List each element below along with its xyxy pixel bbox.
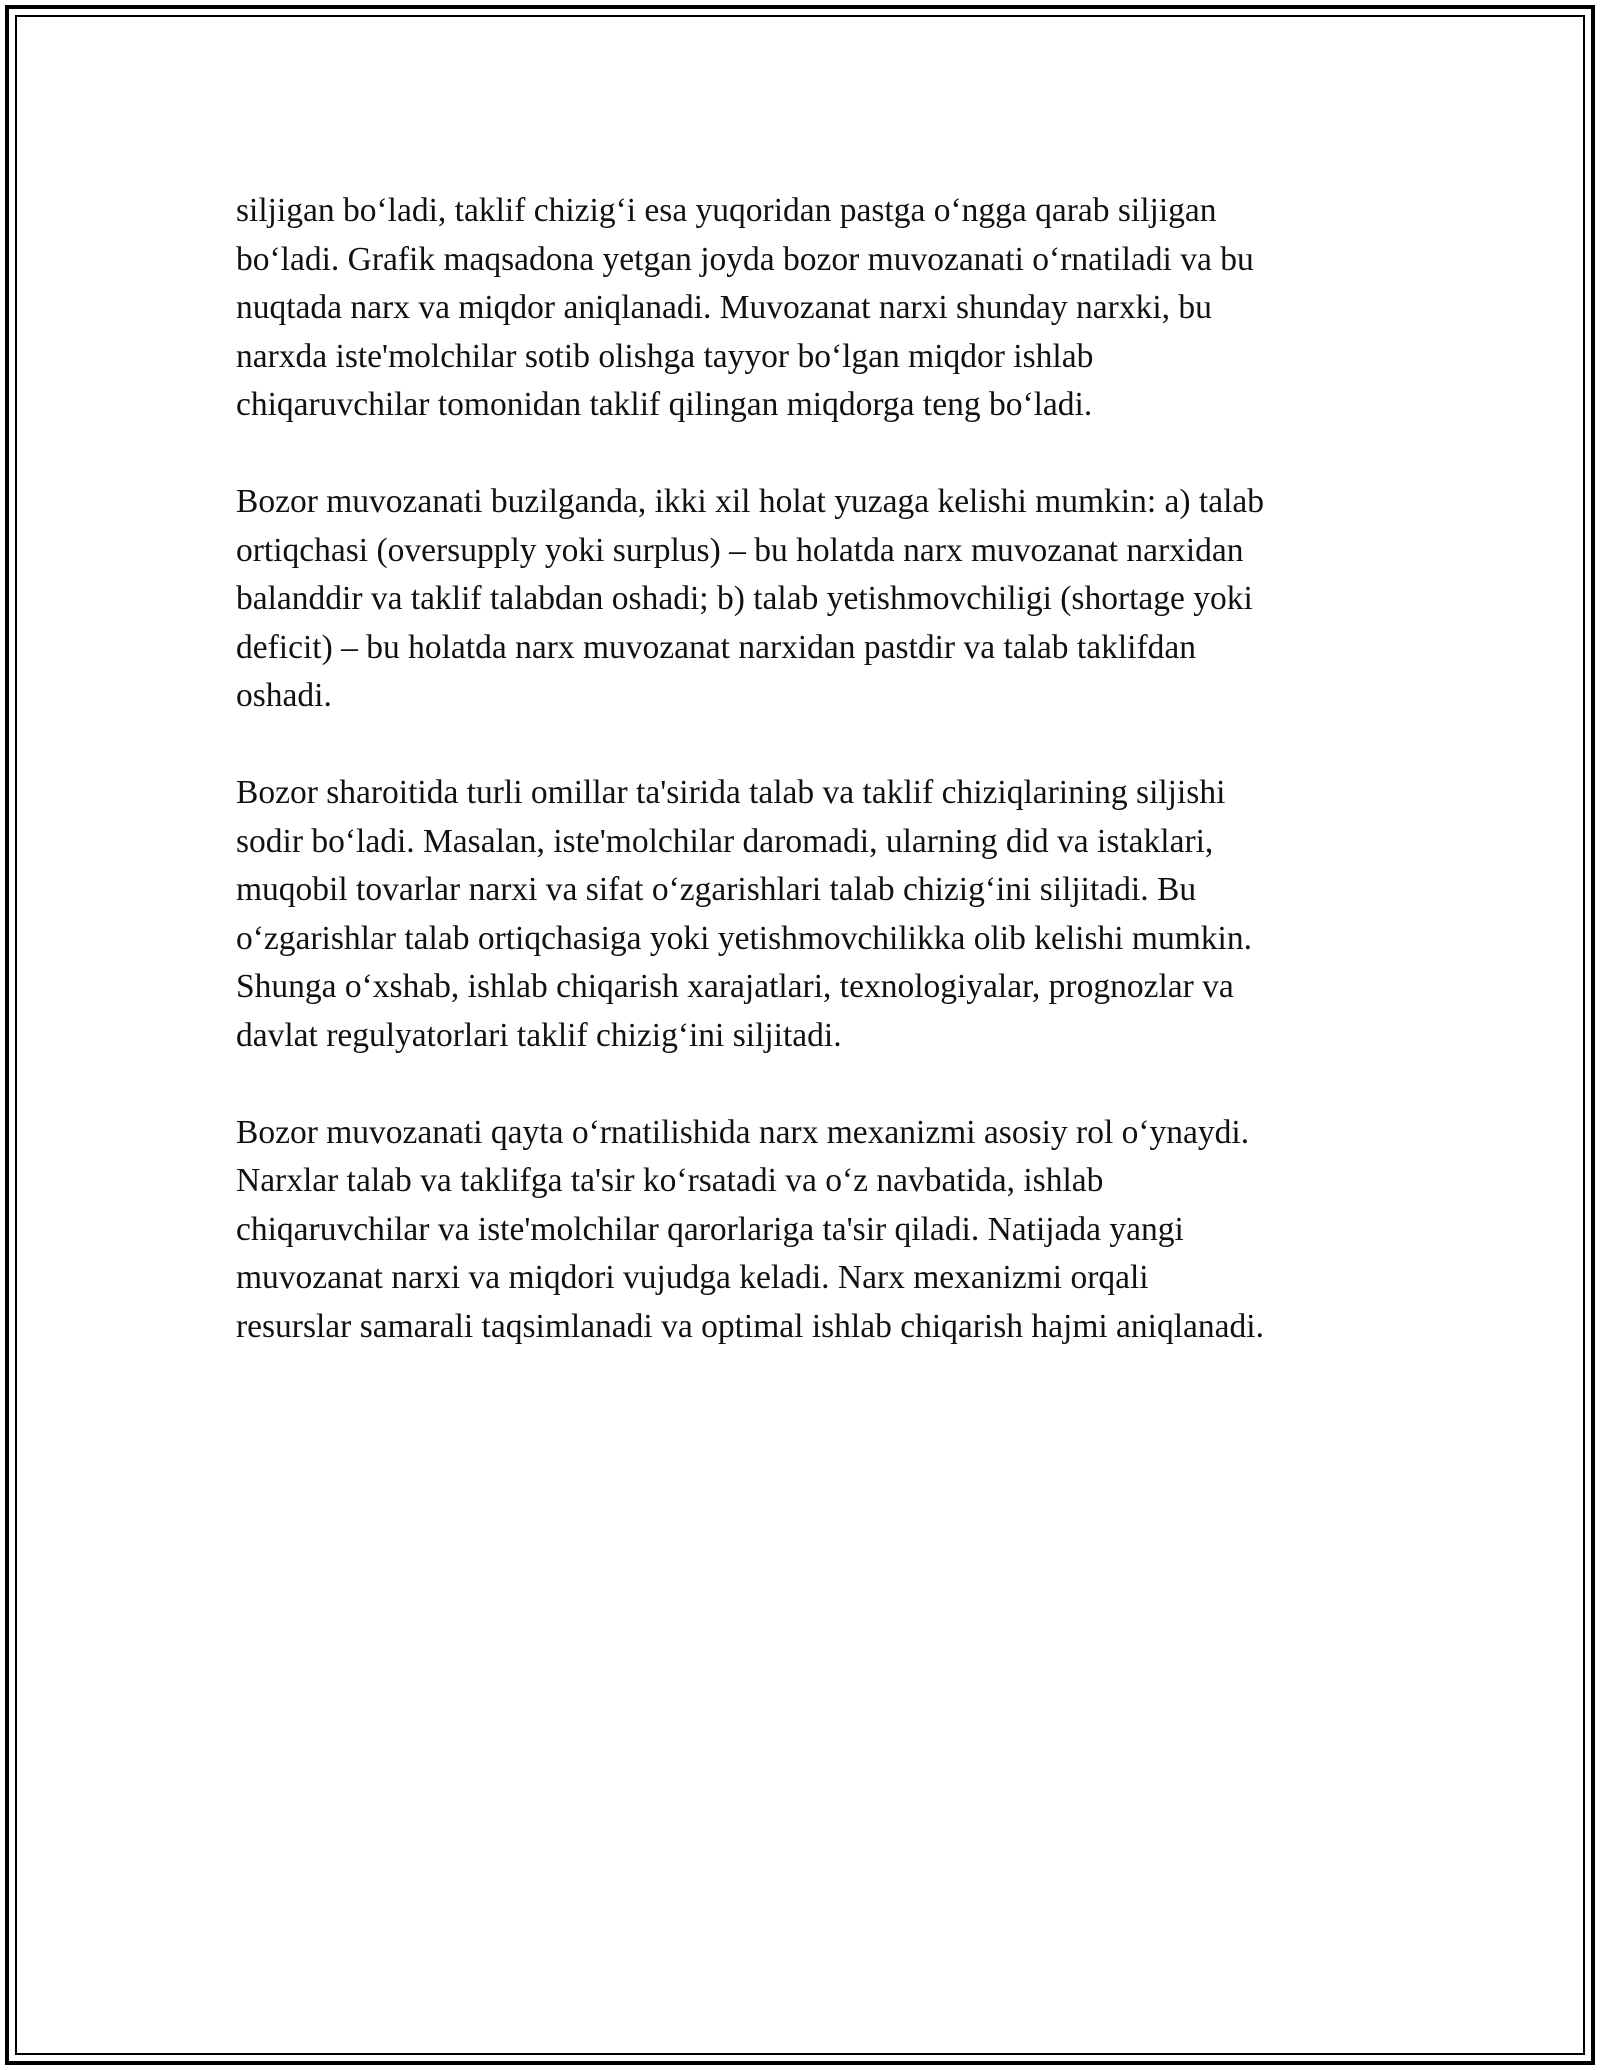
text-line: muvozanat narxi va miqdori vujudga keladi. Narx mexanizmi orqali xyxy=(236,1259,1149,1296)
paragraph-disequilibrium xyxy=(236,478,1386,721)
text-line: Shunga o‘xshab, ishlab chiqarish xarajatlari, texnologiyalar, prognozlar va xyxy=(236,968,1234,1005)
text-line: Bozor sharoitida turli omillar ta'sirida talab va taklif chiziqlarining siljishi xyxy=(236,774,1226,811)
text-line: deficit) – bu holatda narx muvozanat narxidan pastdir va talab taklifdan xyxy=(236,628,1196,666)
text-line: resurslar samarali taqsimlanadi va optimal ishlab chiqarish hajmi aniqlanadi. xyxy=(236,1307,1264,1345)
paragraph-price-mechanism xyxy=(236,1109,1386,1352)
paragraph-equilibrium-price xyxy=(236,187,1386,430)
text-line: chiqaruvchilar va iste'molchilar qarorlariga ta'sir qiladi. Natijada yangi xyxy=(236,1210,1184,1248)
text-line: muqobil tovarlar narxi va sifat o‘zgarishlari talab chizig‘ini siljitadi. Bu xyxy=(236,871,1197,908)
text-line: Bozor muvozanati buzilganda, ikki xil holat yuzaga kelishi mumkin: a) talab xyxy=(236,483,1264,520)
text-line: Bozor muvozanati qayta o‘rnatilishida narx mexanizmi asosiy rol o‘ynaydi. xyxy=(236,1113,1250,1151)
text-line: Narxlar talab va taklifga ta'sir ko‘rsatadi va o‘z navbatida, ishlab xyxy=(236,1162,1104,1199)
document-body xyxy=(236,187,1386,1400)
text-line: narxda iste'molchilar sotib olishga tayyor bo‘lgan miqdor ishlab xyxy=(236,337,1094,375)
text-line: o‘zgarishlar talab ortiqchasiga yoki yetishmovchilikka olib kelishi mumkin. xyxy=(236,919,1252,957)
text-line: chiqaruvchilar tomonidan taklif qilingan miqdorga teng bo‘ladi. xyxy=(236,386,1093,423)
text-line: nuqtada narx va miqdor aniqlanadi. Muvozanat narxi shunday narxki, bu xyxy=(236,289,1212,326)
text-line: davlat regulyatorlari taklif chizig‘ini siljitadi. xyxy=(236,1016,842,1054)
text-line: bo‘ladi. Grafik maqsadona yetgan joyda bozor muvozanati o‘rnatiladi va bu xyxy=(236,240,1254,278)
text-line: siljigan bo‘ladi, taklif chizig‘i esa yuqoridan pastga o‘ngga qarab siljigan xyxy=(236,192,1217,229)
paragraph-curve-shifts xyxy=(236,769,1386,1060)
text-line: ortiqchasi (oversupply yoki surplus) – bu holatda narx muvozanat narxidan xyxy=(236,531,1244,569)
text-line: sodir bo‘ladi. Masalan, iste'molchilar daromadi, ularning did va istaklari, xyxy=(236,822,1214,860)
text-line: balanddir va taklif talabdan oshadi; b) talab yetishmovchiligi (shortage yoki xyxy=(236,580,1253,617)
text-line: oshadi. xyxy=(236,677,332,714)
